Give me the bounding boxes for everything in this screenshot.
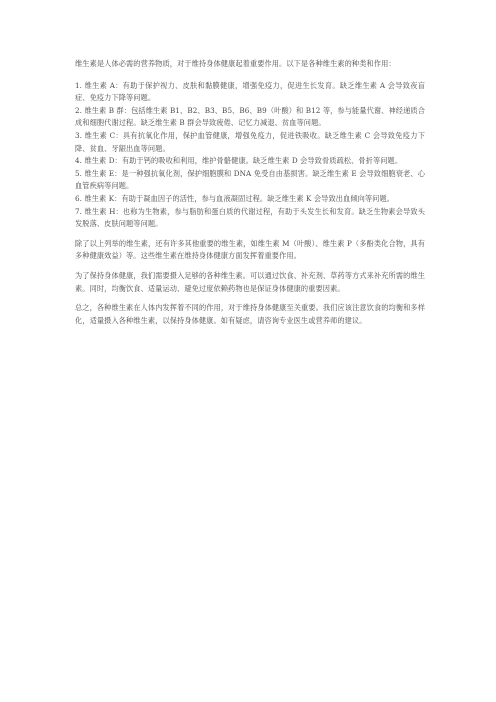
list-item: 5. 维生素 E：是一种强抗氧化剂，保护细胞膜和 DNA 免受自由基损害。缺乏维生素 E 会导致细胞衰老、心血管疾病等问题。 — [75, 168, 425, 191]
list-item: 2. 维生素 B 群：包括维生素 B1、B2、B3、B5、B6、B9（叶酸）和 B12 等，参与能量代谢、神经递质合成和细胞代谢过程。缺乏维生素 B 群会导致疲倦、记忆力减退、贫血等问题。 — [75, 105, 425, 128]
other-vitamins-paragraph: 除了以上列举的维生素，还有许多其他重要的维生素，如维生素 M（叶酸）、维生素 P（多酚类化合物，具有多种健康效益）等。这些维生素在维持身体健康方面发挥着重要作用。 — [75, 238, 425, 261]
list-item: 6. 维生素 K：有助于凝血因子的活性，参与血液凝固过程。缺乏维生素 K 会导致出血倾向等问题。 — [75, 193, 395, 203]
summary-paragraph: 总之，各种维生素在人体内发挥着不同的作用，对于维持身体健康至关重要。我们应该注意饮食的均衡和多样化，适量摄入各种维生素，以保持身体健康。如有疑虑，请咨询专业医生或营养师的建议。 — [75, 303, 425, 325]
list-item: 7. 维生素 H：也称为生物素，参与脂肪和蛋白质的代谢过程，有助于头发生长和发育。缺乏生物素会导致头发脱落、皮肤问题等问题。 — [75, 206, 425, 229]
list-item: 4. 维生素 D：有助于钙的吸收和利用，维护骨骼健康。缺乏维生素 D 会导致骨质疏松、骨折等问题。 — [75, 156, 403, 166]
vitamin-list — [75, 80, 425, 231]
intro-paragraph: 维生素是人体必需的营养物质，对于维持身体健康起着重要作用。以下是各种维生素的种类和作用： — [75, 59, 396, 68]
document-body — [75, 58, 425, 327]
list-item: 3. 维生素 C：具有抗氧化作用，保护血管健康，增强免疫力，促进铁吸收。缺乏维生素 C 会导致免疫力下降、贫血、牙龈出血等问题。 — [75, 130, 425, 153]
diet-paragraph: 为了保持身体健康，我们需要摄入足够的各种维生素。可以通过饮食、补充剂、草药等方式来补充所需的维生素。同时，均衡饮食、适量运动、避免过度依赖药物也是保证身体健康的重要因素。 — [75, 270, 425, 293]
list-item: 1. 维生素 A：有助于保护视力、皮肤和黏膜健康，增强免疫力，促进生长发育。缺乏维生素 A 会导致夜盲症、免疫力下降等问题。 — [75, 80, 425, 103]
